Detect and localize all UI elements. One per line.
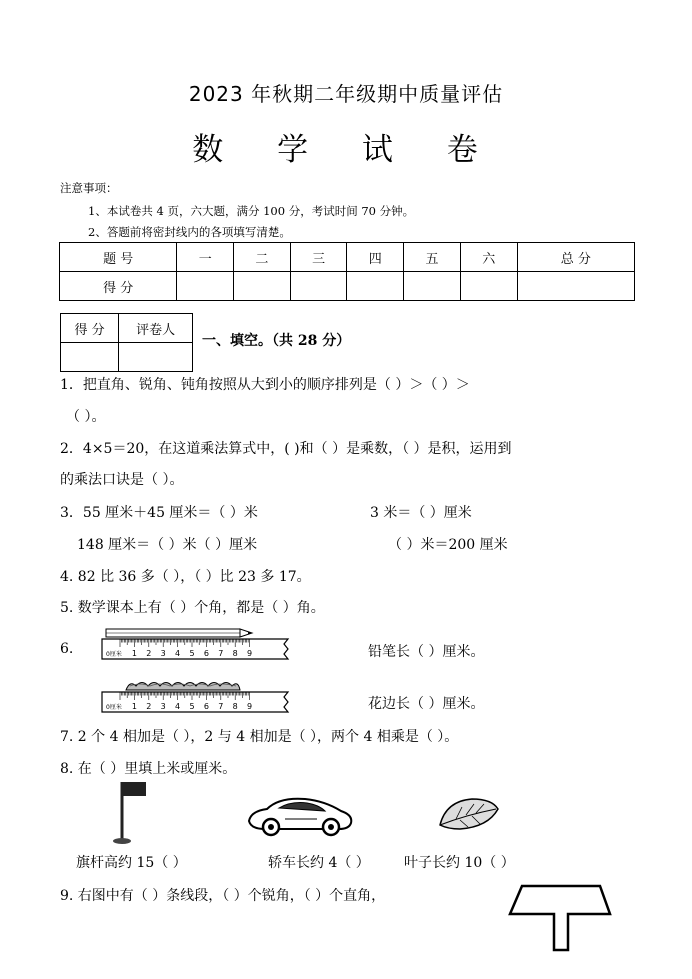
question-8: 8. 在（ ）里填上米或厘米。 [60,761,237,777]
question-7: 7. 2 个 4 相加是（ ），2 与 4 相加是（ ），两个 4 相乘是（ ）。 [60,729,459,745]
flagpole-icon [110,780,150,846]
lace-icon [126,683,240,691]
ruler-label: 4 [175,702,181,711]
ruler-label: 2 [146,702,152,711]
ruler-label: 2 [146,649,152,658]
question-6-number: 6. [60,641,74,657]
exam-title: 2023 年秋期二年级期中质量评估 [188,82,504,106]
question-2-line-2: 的乘法口诀是（ ）。 [60,472,184,488]
ruler-label: 1 [131,702,137,711]
score-table [59,242,635,301]
ruler-label: 0厘米 [106,651,122,658]
question-5: 5. 数学课本上有（ ）个角，都是（ ）角。 [60,600,325,616]
ruler-label: 7 [218,649,224,658]
notes-heading: 注意事项： [60,181,118,195]
score-input-cell[interactable] [177,272,234,301]
ruler-label: 8 [232,702,238,711]
ruler-label: 5 [189,649,195,658]
score-input-cell[interactable] [234,272,291,301]
pencil-icon [106,629,252,637]
score-input-cell[interactable] [347,272,404,301]
t-shape-figure [506,884,616,954]
note-item-1: 1、本试卷共 4 页，六大题，满分 100 分，考试时间 70 分钟。 [88,204,415,218]
question-1-line-2: （ ）。 [66,409,106,425]
question-9: 9. 右图中有（ ）条线段，（ ）个锐角，（ ）个直角， [60,888,386,904]
score-input-cell[interactable] [460,272,517,301]
ruler-label: 5 [189,702,195,711]
ruler-label: 7 [218,702,224,711]
question-3-part-d: （ ）米＝200 厘米 [388,537,508,553]
question-4: 4. 82 比 36 多（ ），（ ）比 23 多 17。 [60,569,311,585]
pencil-ruler-figure [100,626,296,666]
ruler-label: 6 [203,649,209,658]
score-cell: 五 [404,243,461,272]
score-input-cell[interactable] [517,272,634,301]
ruler-label: 6 [203,702,209,711]
score-table-header-row [60,243,635,272]
question-3-part-a: 3．55 厘米＋45 厘米＝（ ）米 [60,505,258,521]
grader-name-input[interactable] [119,343,193,372]
score-input-cell[interactable] [290,272,347,301]
grader-score-label: 得 分 [61,314,119,343]
score-cell: 四 [347,243,404,272]
ruler-icon [102,639,288,659]
exam-subject: 数 学 试 卷 [192,132,500,168]
leaf-icon [436,795,500,833]
question-8-flag: 旗杆高约 15（ ） [76,855,187,871]
ruler-label: 9 [247,702,253,711]
question-3-part-c: 148 厘米＝（ ）米（ ）厘米 [77,537,258,553]
ruler-label: 3 [160,649,166,658]
score-input-cell[interactable] [404,272,461,301]
score-cell: 六 [460,243,517,272]
grader-table [60,313,193,372]
score-cell: 一 [177,243,234,272]
ruler-label: 3 [160,702,166,711]
car-icon [245,793,355,837]
question-6-pencil: 铅笔长（ ）厘米。 [368,644,485,660]
question-2-line-1: 2．4×5＝20，在这道乘法算式中，( )和（ ）是乘数，（ ）是积，运用到 [60,441,512,457]
grader-name-label: 评卷人 [119,314,193,343]
ruler-label: 8 [232,649,238,658]
score-table-score-row [60,272,635,301]
score-cell: 题 号 [60,243,177,272]
question-1-line-1: 1．把直角、锐角、钝角按照从大到小的顺序排列是（ ）＞（ ）＞ [60,377,470,393]
note-item-2: 2、答题前将密封线内的各项填写清楚。 [88,225,291,239]
score-cell: 总 分 [517,243,634,272]
ruler-label: 0厘米 [106,704,122,711]
ruler-icon [102,692,288,712]
section-1-heading: 一、填空。（共 28 分） [202,333,351,349]
ruler-label: 9 [247,649,253,658]
ruler-label: 4 [175,649,181,658]
question-8-leaf: 叶子长约 10（ ） [404,855,515,871]
lace-ruler-figure [100,676,296,718]
score-cell: 二 [234,243,291,272]
ruler-label: 1 [131,649,137,658]
question-3-part-b: 3 米＝（ ）厘米 [370,505,472,521]
question-6-lace: 花边长（ ）厘米。 [368,696,485,712]
score-cell: 三 [290,243,347,272]
question-8-car: 轿车长约 4（ ） [268,855,370,871]
score-cell: 得 分 [60,272,177,301]
grader-score-input[interactable] [61,343,119,372]
